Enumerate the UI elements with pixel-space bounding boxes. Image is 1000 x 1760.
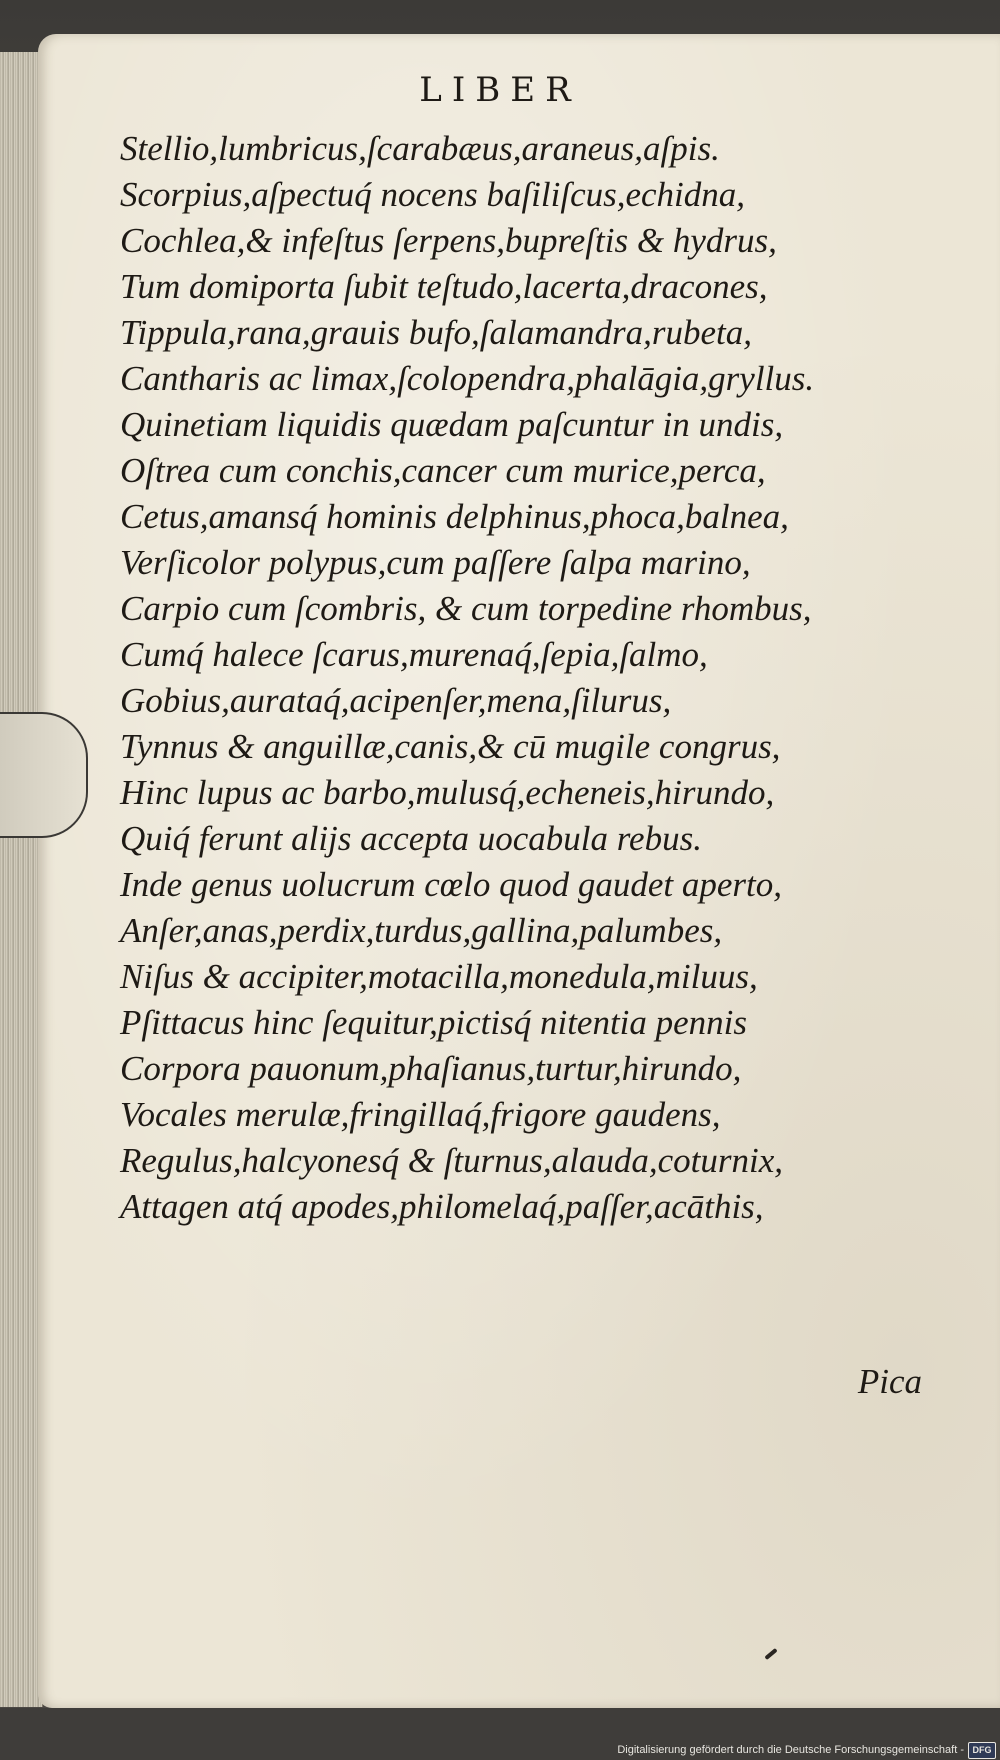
verse-line: Inde genus uolucrum cœlo quod gaudet aperto,	[120, 865, 782, 904]
verse-line: Cantharis ac limax,ſcolopendra,phalāgia,gryllus.	[120, 359, 815, 398]
verse-line: Cochlea,& infeſtus ſerpens,bupreſtis & hydrus,	[120, 221, 777, 260]
running-head: LIBER	[419, 70, 581, 110]
verse-line: Tum domiporta ſubit teſtudo,lacerta,dracones,	[120, 267, 768, 306]
verse-line: Attagen atq́ apodes,philomelaq́,paſſer,acāthis,	[120, 1187, 764, 1226]
verse-text	[120, 126, 960, 1230]
verse-line: Quinetiam liquidis quædam paſcuntur in undis,	[120, 405, 784, 444]
verse-line: Oſtrea cum conchis,cancer cum murice,perca,	[120, 451, 766, 490]
verse-line: Verſicolor polypus,cum paſſere ſalpa marino,	[120, 543, 751, 582]
verse-line: Carpio cum ſcombris, & cum torpedine rhombus,	[120, 589, 812, 628]
dfg-logo: DFG	[968, 1742, 996, 1759]
verse-line: Tippula,rana,grauis bufo,ſalamandra,rubeta,	[120, 313, 753, 352]
verse-line: Tynnus & anguillæ,canis,& cū mugile congrus,	[120, 727, 781, 766]
verse-line: Niſus & accipiter,motacilla,monedula,miluus,	[120, 957, 758, 996]
verse-line: Gobius,aurataq́,acipenſer,mena,ſilurus,	[120, 681, 672, 720]
verse-line: Cetus,amansq́ hominis delphinus,phoca,balnea,	[120, 497, 789, 536]
verse-line: Quiq́ ferunt alijs accepta uocabula rebus.	[120, 819, 702, 858]
verse-line: Corpora pauonum,phaſianus,turtur,hirundo,	[120, 1049, 742, 1088]
verse-line: Hinc lupus ac barbo,mulusq́,echeneis,hirundo,	[120, 773, 775, 812]
book-page-edges	[0, 52, 43, 1707]
verse-line: Regulus,halcyonesq́ & ſturnus,alauda,coturnix,	[120, 1141, 783, 1180]
verse-line: Scorpius,aſpectuq́ nocens baſiliſcus,echidna,	[120, 175, 746, 214]
digitization-credit: Digitalisierung gefördert durch die Deutsche Forschungsgemeinschaft -	[617, 1744, 964, 1756]
verse-line: Stellio,lumbricus,ſcarabæus,araneus,aſpis.	[120, 129, 720, 168]
verse-line: Anſer,anas,perdix,turdus,gallina,palumbes,	[120, 911, 723, 950]
verse-line: Vocales merulæ,fringillaq́,frigore gaudens,	[120, 1095, 721, 1134]
bookmark-tab	[0, 712, 88, 838]
catchword: Pica	[857, 1362, 922, 1401]
verse-line: Pſittacus hinc ſequitur,pictisq́ nitentia pennis	[120, 1003, 748, 1042]
verse-line: Cumq́ halece ſcarus,murenaq́,ſepia,ſalmo,	[120, 635, 708, 674]
